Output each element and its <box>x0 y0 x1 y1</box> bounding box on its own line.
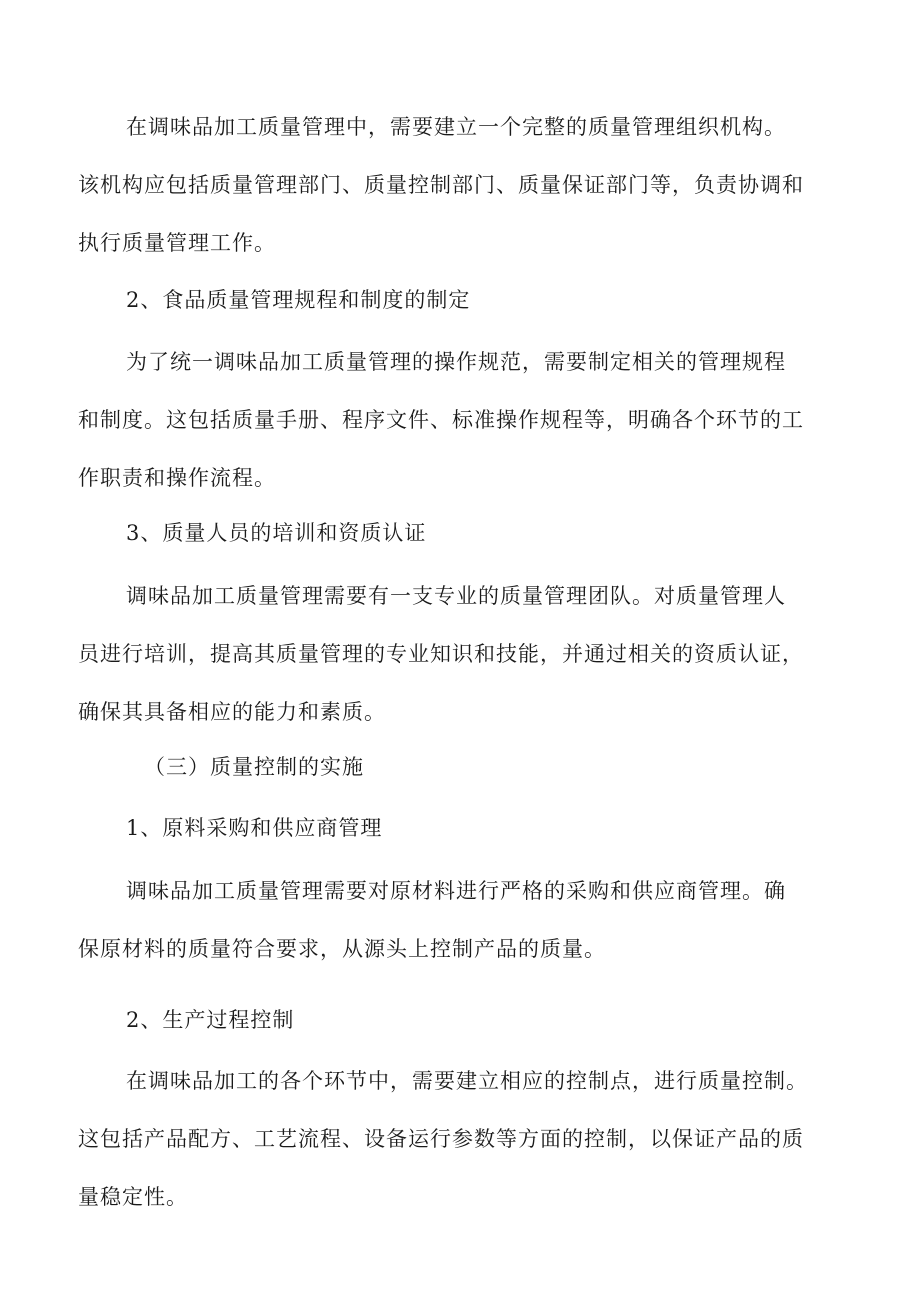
chapter-heading-quality-control: （三）质量控制的实施 <box>144 755 364 779</box>
paragraph-line: 作职责和操作流程。 <box>78 466 276 490</box>
section-heading-training: 3、质量人员的培训和资质认证 <box>126 521 427 545</box>
paragraph-line: 调味品加工质量管理需要对原材料进行严格的采购和供应商管理。确 <box>126 879 786 903</box>
paragraph-regulations <box>78 333 848 507</box>
paragraph-line: 保原材料的质量符合要求，从源头上控制产品的质量。 <box>78 937 606 961</box>
paragraph-line: 执行质量管理工作。 <box>78 231 276 255</box>
paragraph-procurement <box>78 862 848 978</box>
paragraph-line: 该机构应包括质量管理部门、质量控制部门、质量保证部门等，负责协调和 <box>78 173 804 197</box>
paragraph-line: 确保其具备相应的能力和素质。 <box>78 700 386 724</box>
paragraph-line: 量稳定性。 <box>78 1185 188 1209</box>
paragraph-org-structure <box>78 98 848 272</box>
paragraph-line: 和制度。这包括质量手册、程序文件、标准操作规程等，明确各个环节的工 <box>78 408 804 432</box>
paragraph-line: 在调味品加工的各个环节中，需要建立相应的控制点，进行质量控制。 <box>126 1069 808 1093</box>
paragraph-line: 这包括产品配方、工艺流程、设备运行参数等方面的控制，以保证产品的质 <box>78 1127 804 1151</box>
section-heading-production: 2、生产过程控制 <box>126 1008 295 1032</box>
paragraph-production <box>78 1052 848 1226</box>
paragraph-line: 调味品加工质量管理需要有一支专业的质量管理团队。对质量管理人 <box>126 584 786 608</box>
section-heading-procurement: 1、原料采购和供应商管理 <box>126 816 383 840</box>
paragraph-line: 员进行培训，提高其质量管理的专业知识和技能，并通过相关的资质认证， <box>78 642 804 666</box>
section-heading-regulations: 2、食品质量管理规程和制度的制定 <box>126 288 471 312</box>
paragraph-line: 在调味品加工质量管理中，需要建立一个完整的质量管理组织机构。 <box>126 115 786 139</box>
paragraph-training <box>78 567 848 741</box>
paragraph-line: 为了统一调味品加工质量管理的操作规范，需要制定相关的管理规程 <box>126 350 786 374</box>
